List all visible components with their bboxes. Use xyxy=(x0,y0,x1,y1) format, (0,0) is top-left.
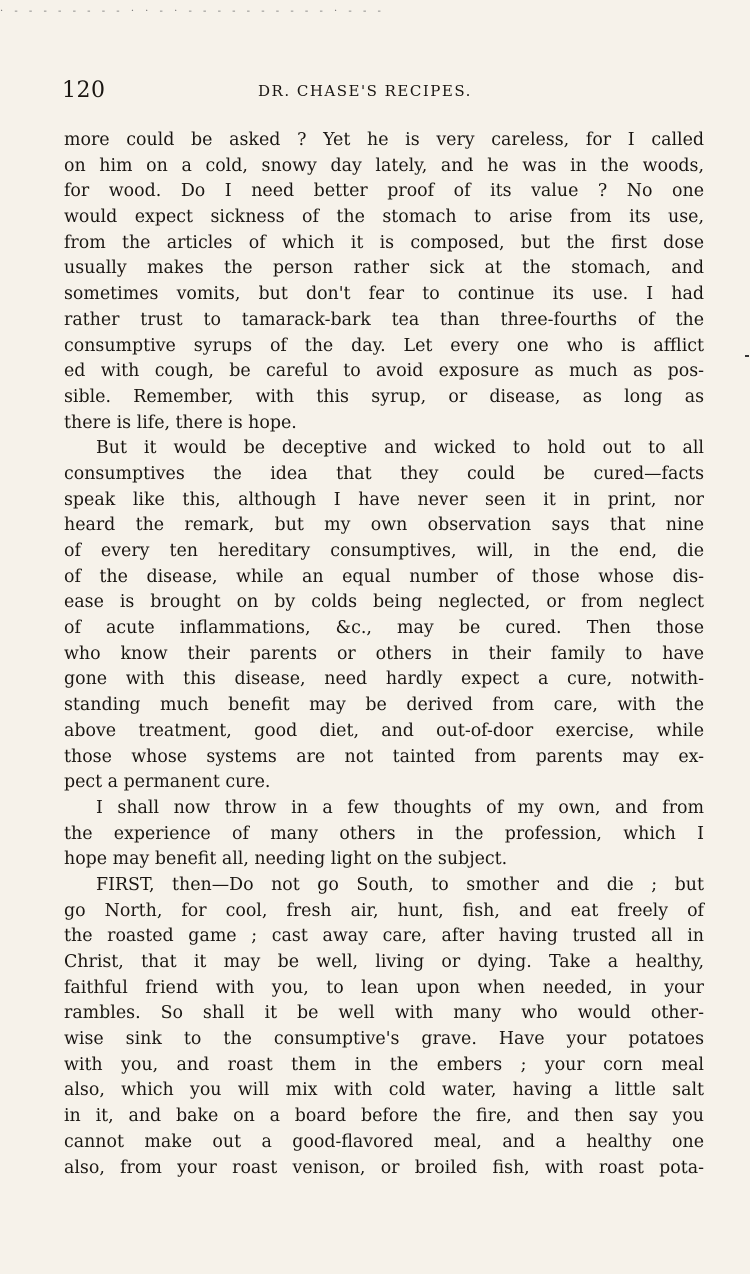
text-line: with you, and roast them in the embers ; your corn meal xyxy=(64,1054,704,1075)
text-line: from the articles of which it is composed, but the first dose xyxy=(64,232,704,253)
text-line: in it, and bake on a board before the fire, and then say you xyxy=(64,1106,704,1127)
text-line: more could be asked ? Yet he is very careless, for I called xyxy=(64,130,704,150)
text-line: standing much benefit may be derived from care, with the xyxy=(64,695,704,716)
text-line: hope may benefit all, needing light on the subject. xyxy=(64,849,508,870)
text-line: also, from your roast venison, or broiled fish, with roast pota- xyxy=(64,1157,704,1178)
text-line: sometimes vomits, but don't fear to continue its use. I had xyxy=(64,284,704,305)
page-header xyxy=(62,78,702,108)
text-line: sible. Remember, with this syrup, or disease, as long as xyxy=(64,386,704,407)
text-line: who know their parents or others in their family to have xyxy=(64,643,704,664)
text-line: usually makes the person rather sick at the stomach, and xyxy=(64,258,704,279)
body-text xyxy=(64,128,704,1181)
text-line: go North, for cool, fresh air, hunt, fish, and eat freely of xyxy=(64,900,704,921)
margin-mark xyxy=(745,355,749,357)
page-number: 120 xyxy=(62,78,106,103)
text-line: ed with cough, be careful to avoid exposure as much as pos- xyxy=(64,361,704,382)
text-line: heard the remark, but my own observation says that nine xyxy=(64,515,704,536)
text-line: I shall now throw in a few thoughts of my own, and from xyxy=(96,797,704,818)
text-line: also, which you will mix with cold water, having a little salt xyxy=(64,1080,704,1101)
text-line: above treatment, good diet, and out-of-door exercise, while xyxy=(64,720,704,741)
text-line: of acute inflammations, &c., may be cured. Then those xyxy=(64,618,704,639)
text-line: for wood. Do I need better proof of its value ? No one xyxy=(64,181,704,202)
text-line: wise sink to the consumptive's grave. Have your potatoes xyxy=(64,1029,704,1050)
text-line: pect a permanent cure. xyxy=(64,772,271,793)
text-line: faithful friend with you, to lean upon when needed, in your xyxy=(64,977,704,998)
text-line: those whose systems are not tainted from parents may ex- xyxy=(64,746,704,767)
text-line: consumptives the idea that they could be cured—facts xyxy=(64,463,704,484)
text-line: rambles. So shall it be well with many who would other- xyxy=(64,1003,704,1024)
text-line: FIRST, then—Do not go South, to smother and die ; but xyxy=(96,874,704,895)
page-edge-marks: · - - - - - - - - · · - · - - - - - - - - - - · - - - xyxy=(0,6,385,12)
text-line: of every ten hereditary consumptives, will, in the end, die xyxy=(64,541,704,561)
text-line: consumptive syrups of the day. Let every one who is afflict xyxy=(64,335,704,356)
text-line: of the disease, while an equal number of those whose dis- xyxy=(64,566,704,587)
text-line: there is life, there is hope. xyxy=(64,412,297,433)
text-line: would expect sickness of the stomach to arise from its use, xyxy=(64,207,704,228)
text-line: speak like this, although I have never seen it in print, nor xyxy=(64,489,704,510)
text-line: rather trust to tamarack-bark tea than three-fourths of the xyxy=(64,309,704,330)
text-line: But it would be deceptive and wicked to hold out to all xyxy=(96,438,704,459)
text-line: gone with this disease, need hardly expect a cure, notwith- xyxy=(64,669,704,690)
text-line: cannot make out a good-flavored meal, and a healthy one xyxy=(64,1131,704,1152)
text-line: ease is brought on by colds being neglected, or from neglect xyxy=(64,592,704,613)
text-line: the experience of many others in the profession, which I xyxy=(64,823,704,844)
text-line: on him on a cold, snowy day lately, and he was in the woods, xyxy=(64,155,704,176)
text-line: the roasted game ; cast away care, after having trusted all in xyxy=(64,926,704,947)
running-head: DR. CHASE'S RECIPES. xyxy=(258,82,472,100)
text-line: Christ, that it may be well, living or dying. Take a healthy, xyxy=(64,952,704,972)
